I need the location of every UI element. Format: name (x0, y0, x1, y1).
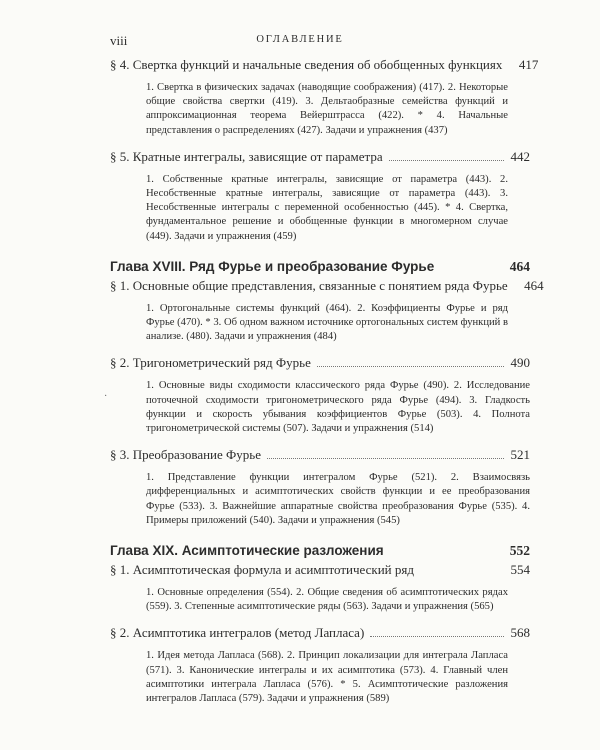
section-title: § 1. Асимптотическая формула и асимптотический ряд (110, 562, 414, 578)
toc-section-heading (110, 148, 530, 165)
section-contents: 1. Представление функции интегралом Фурье (521). 2. Взаимосвязь дифференциальных и асимптотических свойств функции и ее преобразования Фурье (533). 3. Важнейшие аппаратные свойства преобразования Фурье (535). 4. Примеры приложений (540). Задачи и упражнения (545) (146, 472, 530, 526)
section-title: § 4. Свертка функций и начальные сведения об обобщенных функциях (110, 57, 503, 72)
section-contents: 1. Основные определения (554). 2. Общие сведения об асимптотических рядах (559). 3. Степенные асимптотические ряды (563). Задачи и упражнения (565) (146, 587, 508, 613)
toc-section-heading (110, 446, 530, 463)
chapter-title: Глава XVIII. Ряд Фурье и преобразование Фурье (110, 258, 435, 274)
section-contents: 1. Ортогональные системы функций (464). 2. Коэффициенты Фурье и ряд Фурье (470). * 3. Об одном важном источнике ортогональных систем функций в анализе. (480). Задачи и упражнения (484) (146, 302, 508, 343)
section-contents: 1. Идея метода Лапласа (568). 2. Принцип локализации для интеграла Лапласа (571). 3. Канонические интегралы и их асимптотика (573). 4. Главный член асимптотики интеграла Лапласа (576). * 5. Асимптотические разложения интегралов Лапласа (579). Задачи и упражнения (589) (146, 650, 508, 705)
toc-section-heading (110, 561, 530, 578)
margin-dot: · (104, 391, 108, 402)
chapter-title: Глава XIX. Асимптотические разложения (110, 543, 384, 559)
toc-section-heading (110, 56, 539, 73)
toc-section-heading (110, 277, 544, 294)
section-page-number: 568 (510, 625, 530, 641)
dot-leaders (317, 366, 504, 367)
section-contents: 1. Свертка в физических задачах (наводящие соображения) (417). 2. Некоторые общие свойства свертки (419). 3. Дельтаобразные семейства функций и аппроксимационная теорема Вейерштрасса (422). * 4. Начальные представления о распределениях (427). Задачи и упражнения (437) (146, 82, 508, 136)
running-title: ОГЛАВЛЕНИЕ (256, 34, 344, 45)
section-page-number: 521 (510, 447, 530, 463)
section-page-number: 490 (510, 355, 530, 371)
section-page-number: 554 (510, 562, 530, 578)
toc-section-heading (110, 624, 530, 641)
toc-chapter-heading (110, 542, 530, 560)
section-title: § 2. Тригонометрический ряд Фурье (110, 355, 311, 371)
section-title: § 5. Кратные интегралы, зависящие от параметра (110, 148, 383, 164)
section-contents: 1. Основные виды сходимости классического ряда Фурье (490). 2. Исследование поточечной сходимости тригонометрического ряда Фурье (494). 3. Гладкость функции и скорость убывания коэффициентов Фурье (503). 4. Полнота тригонометрической системы (507). Задачи и упражнения (514) (146, 380, 530, 435)
section-title: § 1. Основные общие представления, связанные с понятием ряда Фурье (110, 277, 508, 293)
dot-leaders (389, 160, 504, 161)
section-page-number: 417 (518, 57, 539, 72)
table-of-contents (110, 56, 544, 715)
toc-chapter-heading (110, 258, 530, 276)
toc-section-heading (110, 354, 530, 371)
chapter-page-number: 464 (509, 258, 530, 274)
dot-leaders (267, 458, 504, 459)
dot-leaders (370, 636, 504, 637)
section-title: § 3. Преобразование Фурье (110, 447, 261, 463)
page-number: viii (110, 33, 128, 48)
section-page-number: 442 (510, 148, 530, 164)
chapter-page-number: 552 (509, 543, 530, 559)
section-title: § 2. Асимптотика интегралов (метод Лапласа) (110, 625, 365, 641)
section-page-number: 464 (524, 277, 544, 293)
section-contents: 1. Собственные кратные интегралы, зависящие от параметра (443). 2. Несобственные кратные интегралы, зависящие от параметра (443). 3. Несобственные интегралы с переменной особенностью (445). * 4. Свертка, фундаментальное решение и обобщенные функции в многомерном случае (449). Задачи и упражнения (459) (146, 173, 508, 242)
page-header (0, 33, 600, 49)
